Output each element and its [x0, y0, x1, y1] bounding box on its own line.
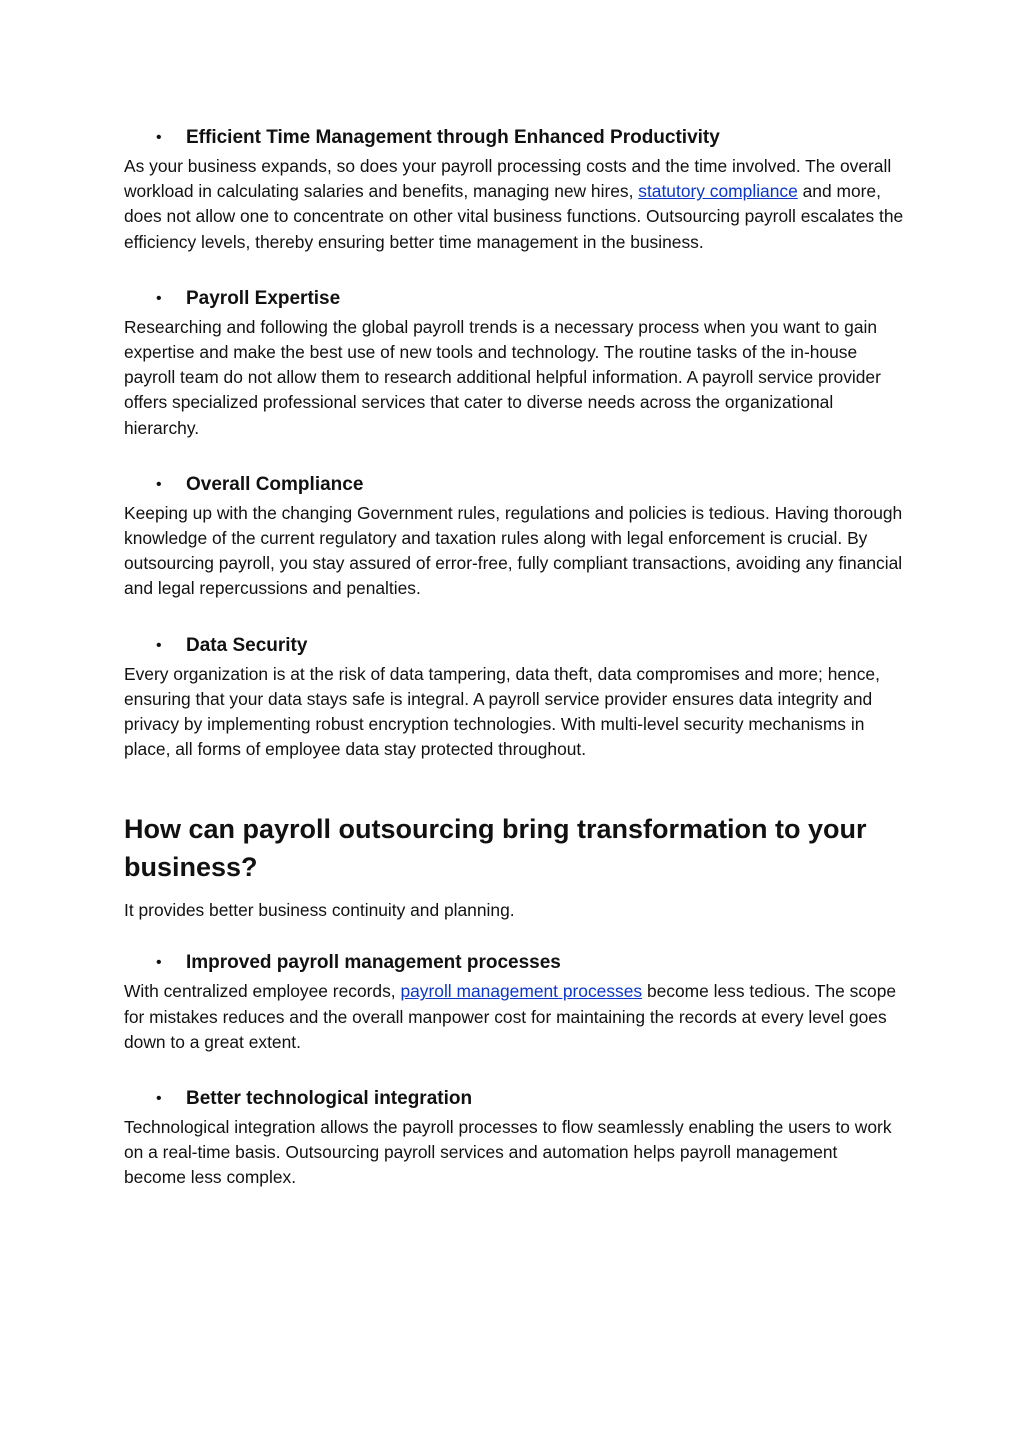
- bullet-icon: •: [156, 954, 162, 972]
- bullet-icon: •: [156, 289, 162, 307]
- paragraph: [124, 154, 904, 255]
- intro-paragraph: It provides better business continuity and planning.: [124, 900, 515, 921]
- bullet-icon: •: [156, 475, 162, 493]
- section-improved-payroll: [124, 949, 904, 1055]
- bullet-heading: [124, 949, 904, 976]
- paragraph-text: and more, does not allow one to concentrate on other vital business functions. Outsourcing payroll escalates the efficiency levels, thereby ensuring better time management in the business.: [124, 181, 904, 252]
- paragraph-text: As your business expands, so does your payroll processing costs and the time involved. The overall workload in calculating salaries and benefits, managing new hires,: [124, 156, 892, 202]
- heading-text: Better technological integration: [186, 1088, 473, 1110]
- payroll-management-processes-link[interactable]: payroll management processes: [400, 981, 643, 1002]
- bullet-icon: •: [156, 1090, 162, 1108]
- bullet-heading: [124, 471, 904, 498]
- statutory-compliance-link[interactable]: statutory compliance: [638, 181, 798, 202]
- bullet-heading: [124, 285, 904, 312]
- paragraph: Keeping up with the changing Government rules, regulations and policies is tedious. Having thorough knowledge of the current regulatory and taxation rules along with legal enforcement is crucial. By outsourcing payroll, you stay assured of error-free, fully compliant transactions, avoiding any financial and legal repercussions and penalties.: [124, 502, 903, 599]
- heading-text: Overall Compliance: [186, 473, 364, 495]
- paragraph: Researching and following the global payroll trends is a necessary process when you want to gain expertise and make the best use of new tools and technology. The routine tasks of the in-house payroll team do not allow them to research additional helpful information. A payroll service provider offers specialized professional services that cater to diverse needs across the organizational hierarchy.: [124, 316, 881, 438]
- paragraph-text: With centralized employee records,: [124, 981, 401, 1002]
- section-payroll-expertise: [124, 285, 904, 441]
- section-data-security: [124, 632, 904, 763]
- section-time-management: [124, 124, 904, 255]
- bullet-heading: [124, 632, 904, 659]
- paragraph: [124, 979, 904, 1055]
- heading-text: Payroll Expertise: [186, 287, 341, 309]
- heading-text: Data Security: [186, 634, 308, 656]
- bullet-icon: •: [156, 129, 162, 146]
- section-heading: How can payroll outsourcing bring transformation to your business?: [124, 814, 867, 883]
- document-page: [124, 124, 904, 1191]
- section-overall-compliance: [124, 471, 904, 602]
- section-technological-integration: [124, 1085, 904, 1191]
- paragraph: Every organization is at the risk of data tampering, data theft, data compromises and more; hence, ensuring that your data stays safe is integral. A payroll service provider ensures data integrity and privacy by implementing robust encryption technologies. With multi-level security mechanisms in place, all forms of employee data stay protected throughout.: [124, 663, 880, 760]
- bullet-heading: [124, 124, 904, 151]
- paragraph: Technological integration allows the payroll processes to flow seamlessly enabling the users to work on a real-time basis. Outsourcing payroll services and automation helps payroll management become less complex.: [124, 1117, 892, 1188]
- heading-text: Improved payroll management processes: [186, 952, 561, 974]
- heading-text: Efficient Time Management through Enhanced Productivity: [186, 127, 720, 148]
- bullet-heading: [124, 1085, 904, 1112]
- paragraph-text: become less tedious. The scope for mistakes reduces and the overall manpower cost for maintaining the records at every level goes down to a great extent.: [124, 981, 897, 1052]
- bullet-icon: •: [156, 636, 162, 654]
